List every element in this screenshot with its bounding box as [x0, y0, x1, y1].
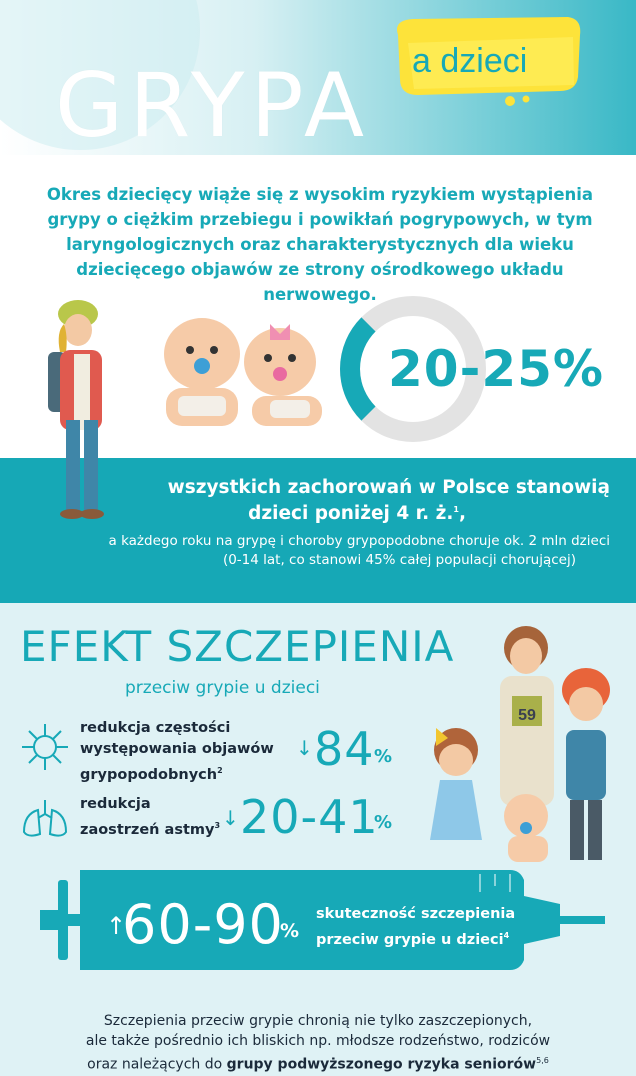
family-illustration — [426, 620, 626, 870]
intro-line: Okres dziecięcy wiąże się z wysokim ryzykiem wystąpienia — [46, 185, 594, 204]
intro-line: dziecięcego objawów ze strony ośrodkowego układu nerwowego. — [76, 260, 564, 304]
footer-highlight: grupy podwyższonego ryzyka seniorów — [226, 1056, 537, 1073]
label-line: skuteczność szczepienia — [316, 906, 516, 922]
babies-illustration — [152, 306, 332, 436]
bubble-text: a dzieci — [412, 42, 528, 80]
footer-line-text: oraz należących do — [87, 1056, 227, 1073]
label-line-text: grypopodobnych — [80, 766, 218, 783]
footer-line: ale także pośrednio ich bliskich np. młodsze rodzeństwo, rodziców — [85, 1033, 551, 1049]
percent-sign: % — [374, 812, 393, 833]
band-line: wszystkich zachorowań w Polsce stanowią — [167, 477, 610, 498]
footnote-ref: 5,6 — [536, 1056, 549, 1065]
label-line — [80, 815, 240, 841]
band-line: a każdego roku na grypę i choroby grypopodobne choruje ok. 2 mln dzieci — [108, 533, 610, 549]
up-arrow-icon: ↑ — [106, 912, 127, 940]
label-line: redukcja — [80, 796, 151, 812]
label-line: redukcja częstości — [80, 720, 231, 736]
section-title: EFEKT SZCZEPIENIA — [20, 622, 455, 671]
stat-value: 20-25% — [388, 340, 605, 398]
label-line: występowania objawów — [80, 741, 274, 757]
label-line — [80, 760, 290, 786]
down-arrow-icon: ↓ — [296, 736, 313, 760]
page-title: GRYPA — [55, 54, 371, 157]
section-subtitle: przeciw grypie u dzieci — [125, 678, 320, 698]
label-line-text: zaostrzeń astmy — [80, 821, 215, 838]
footer-line: Szczepienia przeciw grypie chronią nie tylko zaszczepionych, — [103, 1013, 533, 1029]
band-line — [130, 503, 466, 524]
intro-line: laryngologicznych oraz charakterystycznych dla wieku — [66, 235, 574, 254]
footnote-ref: 2 — [217, 766, 223, 775]
reduction-label — [80, 718, 290, 786]
band-line-tail: , — [458, 503, 466, 524]
lungs-icon — [20, 796, 70, 840]
footer-text — [10, 1011, 626, 1075]
intro-text — [40, 182, 600, 307]
virus-icon — [20, 722, 70, 772]
reduction-value: 20-41 — [240, 790, 379, 844]
intro-line: grypy o ciężkim przebiegu i powikłań pogrypowych, w tym — [47, 210, 593, 229]
footnote-ref: 3 — [214, 821, 221, 830]
footer-line — [10, 1051, 626, 1075]
percent-sign: % — [280, 920, 300, 942]
label-line — [316, 925, 546, 951]
percent-sign: % — [374, 746, 393, 767]
woman-legs — [30, 420, 120, 520]
footnote-ref: 4 — [503, 931, 510, 940]
band-line-text: dzieci poniżej 4 r. ż. — [248, 503, 454, 524]
down-arrow-icon: ↓ — [222, 806, 239, 830]
reduction-label — [80, 794, 240, 841]
band-line: (0-14 lat, co stanowi 45% całej populacji chorującej) — [222, 552, 576, 568]
effectiveness-label — [316, 904, 546, 951]
shirt-number: 59 — [518, 707, 536, 724]
footnote-ref: 1 — [453, 504, 459, 514]
reduction-value: 84 — [314, 722, 375, 776]
effectiveness-value: 60-90 — [122, 893, 284, 956]
label-line-text: przeciw grypie u dzieci — [316, 931, 504, 948]
